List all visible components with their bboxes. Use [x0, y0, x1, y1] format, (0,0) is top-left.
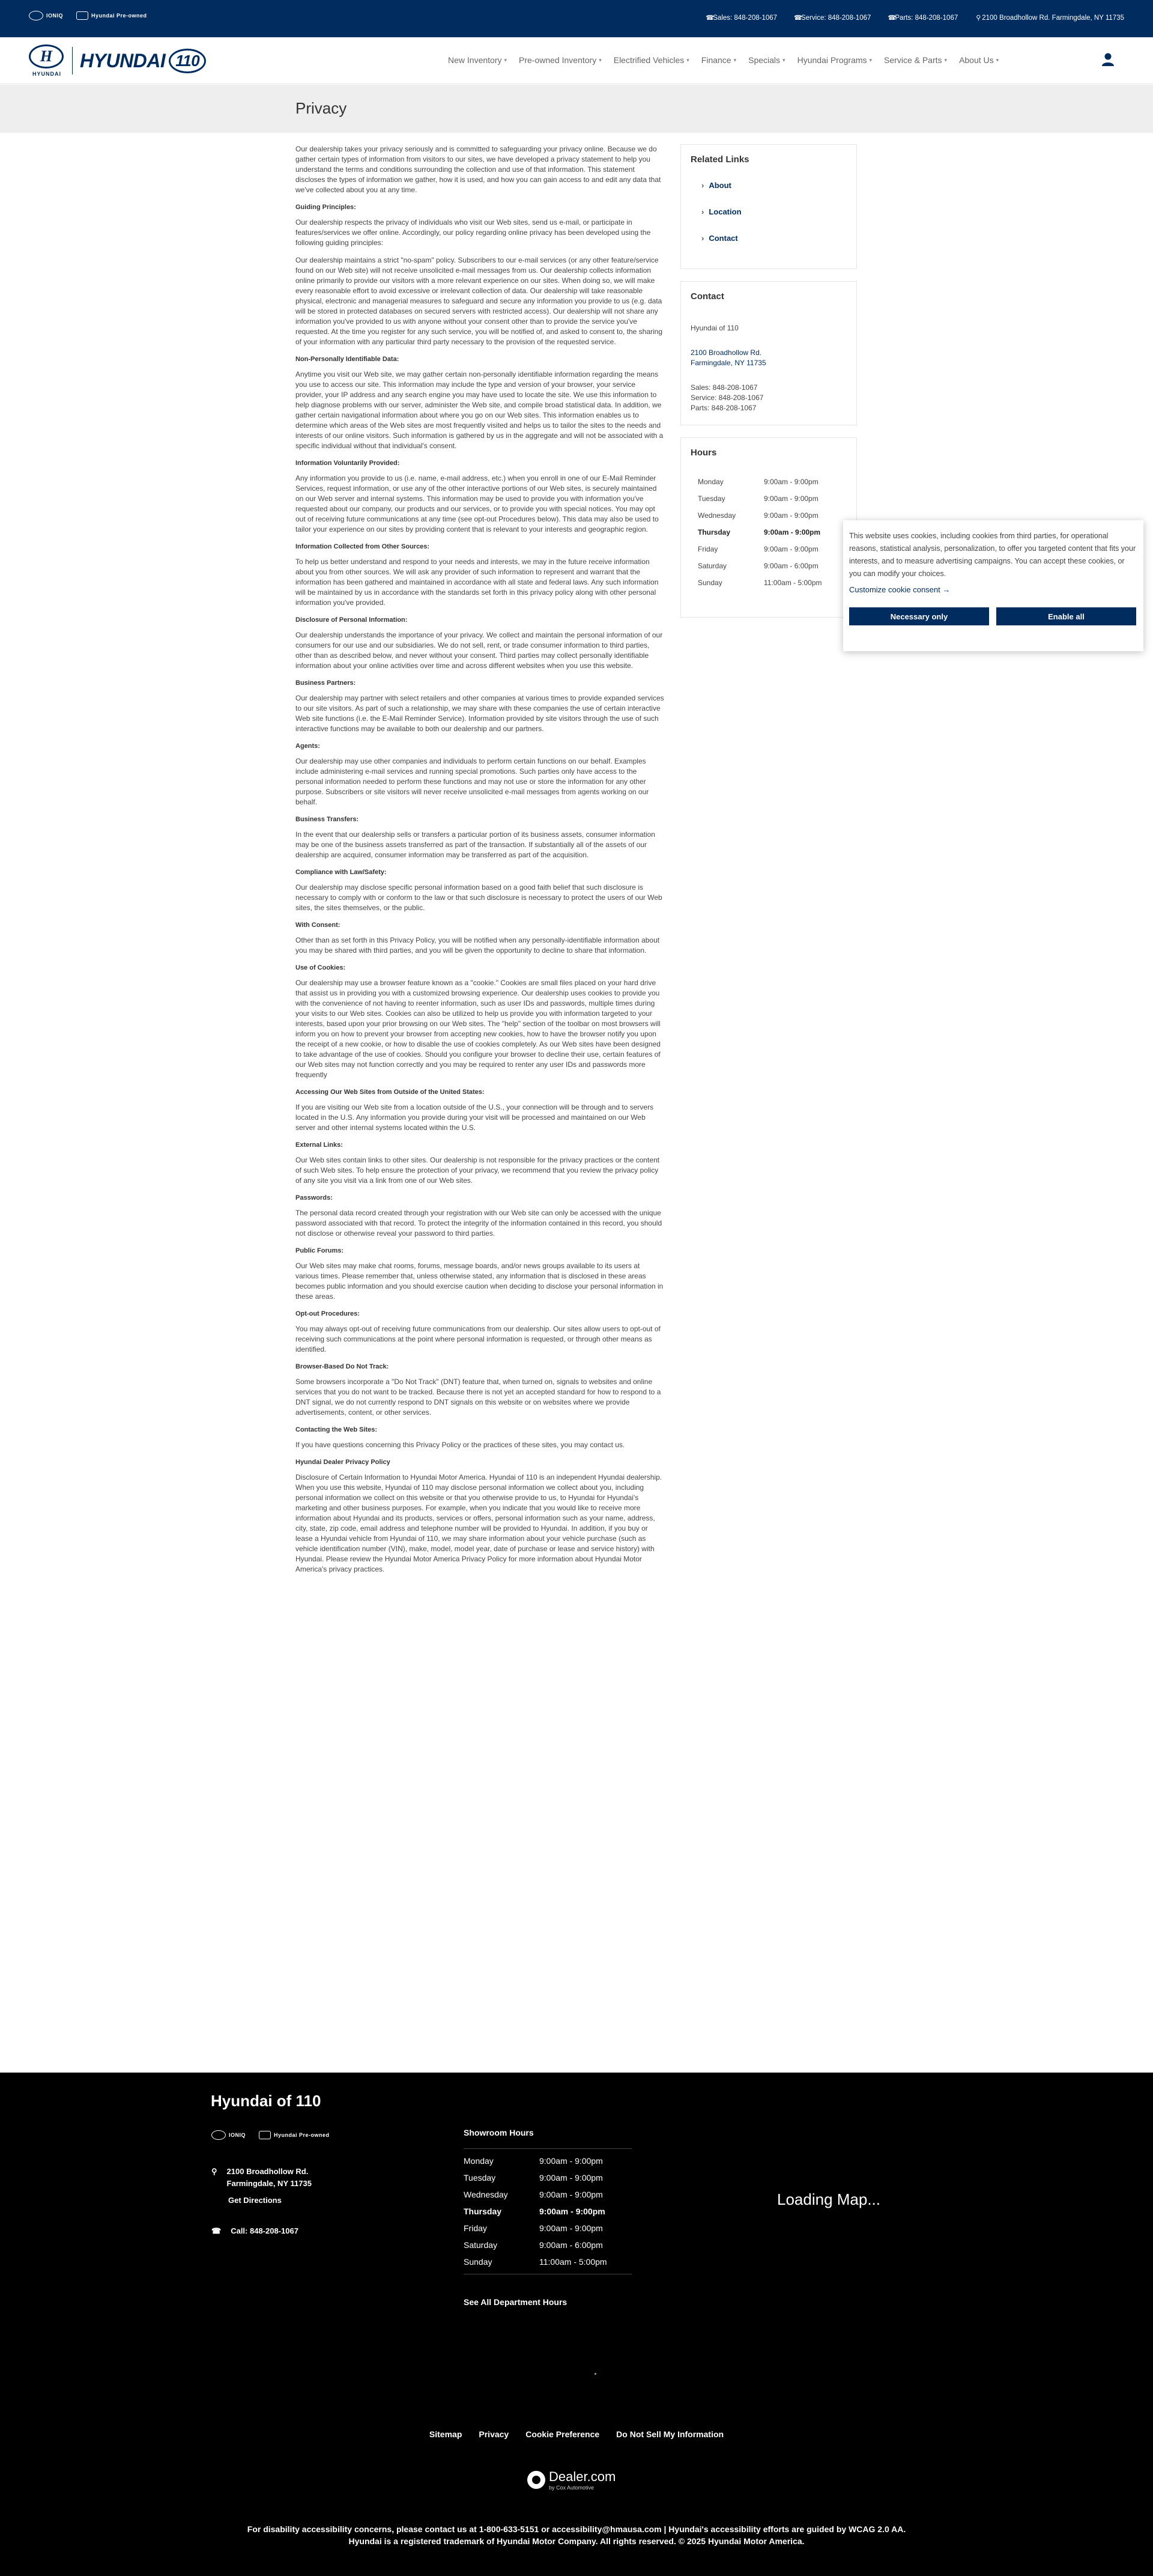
dealercom-logo[interactable]: Dealer.com by Cox Automotive	[527, 2469, 616, 2491]
top-parts-phone[interactable]: ☎Parts: 848-208-1067	[888, 14, 958, 22]
footer-link-cookie-preference[interactable]: Cookie Preference	[525, 2429, 600, 2439]
hours-row	[681, 524, 856, 541]
trademark-notice: Hyundai is a registered trademark of Hyundai Motor Company. All rights reserved. © 2025 Hyundai Motor America.	[348, 2536, 805, 2546]
customize-cookie-link[interactable]: Customize cookie consent →	[849, 585, 951, 594]
hours-row	[464, 2220, 632, 2237]
paragraph: Our dealership understands the importance of your privacy. We collect and maintain the personal information of our consumers for our use and our subsidiaries. We do not sell, rent, or trade consumer information to third parties, other than as described below, and never without your consent. Third parties may collect personally identifiable information about your online activities over time and across different websites when you use this website.	[295, 631, 663, 670]
hyundai-wordmark: HYUNDAI	[32, 71, 61, 77]
hours-day: Monday	[464, 2156, 494, 2166]
cookie-consent-banner	[843, 520, 1143, 651]
preowned-icon	[259, 2131, 271, 2139]
hours-day: Saturday	[464, 2240, 498, 2250]
section-heading: Browser-Based Do Not Track:	[295, 1363, 389, 1370]
hours-day: Tuesday	[698, 494, 725, 503]
hours-time: 9:00am - 9:00pm	[539, 2190, 603, 2199]
hours-row	[464, 2237, 632, 2253]
top-sales-phone[interactable]: ☎Sales: 848-208-1067	[706, 14, 778, 22]
nav-finance[interactable]: Finance ▾	[701, 55, 737, 65]
top-brand-logos	[29, 11, 147, 20]
nav-service-parts[interactable]: Service & Parts ▾	[884, 55, 948, 65]
site-footer	[0, 2073, 1153, 2576]
section-heading: External Links:	[295, 1141, 343, 1149]
footer-dealer-title: Hyundai of 110	[211, 2092, 321, 2110]
hours-time: 11:00am - 5:00pm	[764, 579, 822, 587]
phone-icon: ☎	[211, 2226, 222, 2235]
see-all-hours-link[interactable]: See All Department Hours	[464, 2297, 567, 2307]
paragraph: In the event that our dealership sells or transfers a particular portion of its business assets, consumer information may be one of the business assets transferred as part of the transaction. If substantially all of the assets of our dealership are acquired, consumer information may be transferred as part of the acquisition.	[295, 830, 655, 859]
hours-time: 9:00am - 9:00pm	[764, 478, 819, 486]
hours-row	[681, 507, 856, 524]
hours-day: Friday	[698, 545, 718, 553]
section-heading: Agents:	[295, 743, 320, 750]
hours-time: 9:00am - 9:00pm	[539, 2223, 603, 2233]
hours-row	[681, 490, 856, 507]
paragraph: To help us better understand and respond to your needs and interests, we may in the future receive information about you from other sources. We will ask any provider of such information to represent and warrant that the information has been gathered and maintained in accordance with all state and federal laws. Any such information will be maintained by us in accordance with the standards set forth in this privacy policy along with other personal information you've provided.	[295, 557, 659, 607]
page-title-bar	[0, 85, 1153, 133]
contact-dealer-name: Hyundai of 110	[691, 324, 739, 332]
section-heading: Guiding Principles:	[295, 204, 356, 211]
dealercom-icon	[527, 2471, 545, 2489]
hours-row	[681, 557, 856, 574]
section-heading: Passwords:	[295, 1194, 333, 1201]
hours-time: 9:00am - 9:00pm	[764, 494, 819, 503]
section-heading: Opt-out Procedures:	[295, 1310, 360, 1317]
paragraph: Our dealership takes your privacy seriously and is committed to safeguarding your privacy online. Because we do gather certain types of information from visitors to our sites, we have developed a privacy statement to help you understand the terms and conditions surrounding the collection and use of that information. This statement discloses the types of information we gather, how it is used, and how you can gain access to and edit any data that we've collected about you at any time.	[295, 145, 661, 194]
get-directions-link[interactable]: Get Directions	[228, 2196, 282, 2205]
hours-time: 11:00am - 5:00pm	[539, 2257, 607, 2267]
contact-service[interactable]: Service: 848-208-1067	[691, 393, 764, 402]
paragraph: Our dealership respects the privacy of individuals who visit our Web sites, send us e-mail, or participate in features/services we offer online. Accordingly, our policy regarding online privacy has been developed using the following guiding principles:	[295, 218, 651, 247]
footer-brand-logos	[211, 2130, 330, 2140]
accessibility-notice: For disability accessibility concerns, please contact us at 1-800-633-5151 or accessibility@hmausa.com | Hyundai's accessibility efforts are guided by WCAG 2.0 AA.	[247, 2524, 906, 2534]
hours-time: 9:00am - 9:00pm	[764, 528, 821, 536]
hours-day: Thursday	[464, 2207, 502, 2216]
footer-link-do-not-sell[interactable]: Do Not Sell My Information	[616, 2429, 724, 2439]
hours-row	[464, 2186, 632, 2203]
footer-ioniq-logo[interactable]: IONIQ	[211, 2130, 246, 2140]
top-address[interactable]: ⚲ 2100 Broadhollow Rd. Farmingdale, NY 11735	[976, 14, 1124, 22]
paragraph: Disclosure of Certain Information to Hyundai Motor America. Hyundai of 110 is an independent Hyundai dealership. When you use this website, Hyundai of 110 may disclose personal information we collect about you, including personal information we collect on this website or that you otherwise provide to us, to Hyundai for Hyundai's marketing and other business purposes. For example, when you indicate that you would like to receive more information about Hyundai and its products, services or offers, personal information such as your name, address, city, state, zip code, email address and telephone number will be provided to Hyundai. In addition, if you buy or lease a Hyundai vehicle from Hyundai of 110, we may share information about your vehicle purchase (such as vehicle identification number (VIN), make, model, model year, date of purchase or lease and service history) with Hyundai. Please review the Hyundai Motor America Privacy Policy for more information about Hyundai Motor America's privacy practices.	[295, 1473, 662, 1573]
paragraph: Our dealership may use other companies and individuals to perform certain functions on our behalf. Examples include administering e-mail services and running special promotions. Such parties only have access to the personal information needed to perform these functions and may not use or store the information for any other purpose. Subscribers or site visitors will never receive unsolicited e-mail messages from agents working on our behalf.	[295, 757, 649, 806]
hours-day: Saturday	[698, 562, 727, 570]
hyundai-h-icon: H	[29, 44, 64, 68]
decorative-dot	[595, 2373, 596, 2375]
section-heading: Contacting the Web Sites:	[295, 1426, 378, 1433]
paragraph: If you are visiting our Web site from a location outside of the U.S., your connection will be through and to servers located in the U.S. Any information you provide during your visit will be processed and maintained on our Web server and other internal systems located within the U.S.	[295, 1103, 654, 1132]
logo-divider	[72, 47, 73, 74]
footer-call-link[interactable]: ☎ Call: 848-208-1067	[211, 2226, 298, 2235]
related-links-card	[680, 144, 857, 269]
section-heading: Compliance with Law/Safety:	[295, 869, 387, 876]
nav-new-inventory[interactable]: New Inventory ▾	[448, 55, 507, 65]
cookie-text: This website uses cookies, including cookies from third parties, for operational reasons, statistical analysis, personalization, to offer you targeted content that fits your interests, and to measure advertising campaigns. You can accept these cookies, or you can modify your choices.	[849, 532, 1136, 578]
related-link-location[interactable]: › Location	[701, 207, 742, 216]
paragraph: If you have questions concerning this Privacy Policy or the practices of these sites, you may contact us.	[295, 1441, 625, 1449]
ioniq-logo[interactable]: IONIQ	[29, 11, 63, 20]
paragraph: Any information you provide to us (i.e. name, e-mail address, etc.) when you enroll in one of our E-Mail Reminder Services, request information, or use any of the other interactive portions of our Web sites, is securely maintained on our Web server and internal systems. This information may be used to provide you with information you've requested about our company, our products and our services, or to provide you with special notices. You may opt out of receiving future communications at any time (see opt-out Procedures below). This data may also be used to tailor your experience on our sites by providing content that is relevant to your interests and geographic region.	[295, 474, 659, 533]
related-link-about[interactable]: › About	[701, 180, 731, 190]
nav-preowned-inventory[interactable]: Pre-owned Inventory ▾	[519, 55, 602, 65]
user-account-icon[interactable]	[1099, 50, 1117, 68]
hours-day: Wednesday	[698, 511, 736, 520]
hours-row	[464, 2169, 632, 2186]
paragraph: Some browsers incorporate a "Do Not Track" (DNT) feature that, when turned on, signals to websites and online services that you do not want to be tracked. Because there is not yet an accepted standard for how to respond to a DNT signal, we do not currently respond to DNT signals on this website or on websites where we provide advertisements, content, or other services.	[295, 1378, 661, 1417]
map-pin-icon: ⚲	[211, 2167, 217, 2176]
showroom-hours-title: Showroom Hours	[464, 2128, 534, 2137]
main-nav	[448, 55, 999, 65]
hours-row	[681, 541, 856, 557]
paragraph: Our dealership may partner with select retailers and other companies at various times to provide expanded services to our site visitors. As part of such a relationship, we may share with these companies the use of certain interactive Web site functions (i.e. the E-Mail Reminder Service). Information provided by site visitors through the use of such interactive functions may be available to both our dealership and our partners.	[295, 694, 664, 733]
top-bar	[0, 0, 1153, 37]
hours-time: 9:00am - 9:00pm	[539, 2173, 603, 2183]
site-logo[interactable]	[29, 44, 206, 77]
section-heading: Business Transfers:	[295, 816, 359, 823]
nav-hyundai-programs[interactable]: Hyundai Programs ▾	[797, 55, 873, 65]
hours-day: Thursday	[698, 528, 731, 536]
section-heading: Information Collected from Other Sources:	[295, 543, 430, 550]
footer-address: ⚲ 2100 Broadhollow Rd. Farmingdale, NY 11735 Get Directions	[211, 2166, 312, 2207]
hours-day: Friday	[464, 2223, 487, 2233]
hours-day: Sunday	[698, 579, 722, 587]
hours-card	[680, 437, 857, 618]
necessary-only-button[interactable]: Necessary only	[849, 607, 989, 625]
paragraph: Other than as set forth in this Privacy Policy, you will be notified when any personally-identifiable information about you may be shared with third parties, and you will be given the opportunity to decline to share that information.	[295, 936, 660, 955]
footer-link-sitemap[interactable]: Sitemap	[429, 2429, 462, 2439]
chevron-right-icon: ›	[701, 180, 704, 190]
nav-about-us[interactable]: About Us ▾	[959, 55, 999, 65]
nav-electrified[interactable]: Electrified Vehicles ▾	[613, 55, 689, 65]
hours-day: Sunday	[464, 2257, 492, 2267]
chevron-down-icon: ▾	[599, 56, 602, 63]
hours-time: 9:00am - 9:00pm	[539, 2207, 605, 2216]
section-heading: Information Voluntarily Provided:	[295, 460, 400, 467]
footer-legal	[0, 2523, 1153, 2547]
chevron-down-icon: ▾	[869, 56, 873, 63]
paragraph: Our dealership may disclose specific personal information based on a good faith belief that such disclosure is necessary to comply with or conform to the law or that such disclosure is necessary to protect the users of our Web sites, the sites themselves, or the public.	[295, 883, 662, 912]
ioniq-icon	[29, 11, 43, 20]
paragraph: Our Web sites may make chat rooms, forums, message boards, and/or news groups available to its users at various times. Please remember that, unless otherwise stated, any information that is disclosed in these areas becomes public information and you should exercise caution when deciding to disclose your personal information in these areas.	[295, 1262, 664, 1301]
section-heading: Use of Cookies:	[295, 964, 346, 971]
section-heading: Business Partners:	[295, 679, 356, 687]
site-header	[0, 37, 1153, 84]
page-title: Privacy	[295, 99, 347, 117]
paragraph: Our dealership may use a browser feature known as a "cookie." Cookies are small files placed on your hard drive that assist us in providing you with a customized browsing experience. Our dealership uses cookies to provide you with the convenience of not having to reenter information, such as user IDs and passwords, multiple times during your visits to our Web sites. Cookies can also be utilized to help us provide you with information targeted to your interests, based upon your prior browsing on our Web sites. The "help" section of the toolbar on most browsers will inform you on how to prevent your browser from accepting new cookies, how to have the browser notify you upon the receipt of a new cookie, or how to disable the use of cookies completely. As our Web sites have been designed to take advantage of the use of cookies. Should you configure your browser to decline their use, certain features of our Web sites may not function correctly and you may be required to renter any user IDs and passwords more frequently	[295, 979, 661, 1079]
privacy-content	[295, 144, 664, 1582]
ioniq-icon	[211, 2130, 226, 2140]
chevron-right-icon: ›	[701, 207, 704, 216]
footer-preowned-logo[interactable]: Hyundai Pre-owned	[259, 2130, 330, 2140]
paragraph: You may always opt-out of receiving future communications from our dealership. Our sites allow users to opt-out of receiving such communications at the point where personal information is requested, or through other means as identified.	[295, 1325, 661, 1353]
phone-icon: ☎	[706, 14, 714, 22]
top-service-phone[interactable]: ☎Service: 848-208-1067	[794, 14, 871, 22]
hours-day: Tuesday	[464, 2173, 496, 2183]
contact-address-link[interactable]: 2100 Broadhollow Rd. Farmingdale, NY 11735	[691, 348, 766, 367]
paragraph: The personal data record created through your registration with our Web site can only be accessed with the unique password associated with that record. To protect the integrity of the information contained in this record, you should not disclose or otherwise reveal your password to third parties.	[295, 1209, 662, 1238]
hours-time: 9:00am - 9:00pm	[764, 545, 819, 553]
chevron-down-icon: ▾	[996, 56, 999, 63]
preowned-icon	[76, 11, 88, 20]
hours-time: 9:00am - 6:00pm	[539, 2240, 603, 2250]
hours-day: Monday	[698, 478, 724, 486]
phone-icon: ☎	[888, 14, 897, 22]
footer-showroom-hours	[464, 2128, 632, 2278]
hours-title: Hours	[691, 448, 717, 458]
footer-link-privacy[interactable]: Privacy	[479, 2429, 509, 2439]
section-heading: Accessing Our Web Sites from Outside of the United States:	[295, 1089, 485, 1096]
hours-row	[464, 2253, 632, 2270]
enable-all-button[interactable]: Enable all	[996, 607, 1136, 625]
chevron-down-icon: ▾	[686, 56, 689, 63]
chevron-right-icon: ›	[701, 233, 704, 243]
contact-card	[680, 281, 857, 425]
divider	[464, 2148, 632, 2149]
dealer-logo: HYUNDAI 110	[80, 49, 206, 73]
map-loading-text: Loading Map...	[777, 2190, 881, 2208]
hours-row	[464, 2203, 632, 2220]
top-contacts	[706, 14, 1124, 22]
nav-specials[interactable]: Specials ▾	[748, 55, 785, 65]
hours-row	[464, 2152, 632, 2169]
hours-list	[681, 473, 856, 591]
section-heading: Non-Personally Identifiable Data:	[295, 356, 399, 363]
hyundai-logo	[29, 44, 65, 77]
hours-row	[681, 574, 856, 591]
related-link-contact[interactable]: › Contact	[701, 233, 738, 243]
contact-sales[interactable]: Sales: 848-208-1067	[691, 383, 758, 392]
section-heading: With Consent:	[295, 922, 340, 929]
hours-row	[681, 473, 856, 490]
section-heading: Hyundai Dealer Privacy Policy	[295, 1459, 390, 1466]
section-heading: Disclosure of Personal Information:	[295, 616, 408, 624]
paragraph: Anytime you visit our Web site, we may gather certain non-personally identifiable information regarding the means you use to access our site. This information may include the type and version of your browser, your service provider, your IP address and any search engine you may have used to locate the site. We use this information to help diagnose problems with our server, administer the Web site, and compile broad statistical data. In addition, we gather certain navigational information about where you go on our Web sites. This information enables us to determine which areas of the Web sites are most frequently visited and helps us to tailor the sites to the needs and interests of our online visitors. Such information is gathered by us in the aggregate and will not be associated with a specific individual without that individual's consent.	[295, 370, 664, 450]
chevron-down-icon: ▾	[733, 56, 737, 63]
chevron-down-icon: ▾	[504, 56, 507, 63]
paragraph: Our dealership maintains a strict "no-spam" policy. Subscribers to our e-mail services (or any other feature/service found on our Web site) will not receive unsolicited e-mail messages from us. Our dealership collects information online primarily to provide our visitors with a more relevant experience on our sites. When doing so, we will make every reasonable effort to avoid excessive or irrelevant collection of data. Our dealership will take reasonable physical, electronic and managerial measures to safeguard and secure any information you provide to us (e.g. data will be stored in protected databases on secured servers with restricted access). Our dealership will not share any information you've provided to us with anyone without your consent other than to provide the service you've requested. At the time you register for any such service, you will be notified of, and asked to consent to, the sharing of your information with any particular third party necessary to the provision of the requested service.	[295, 256, 663, 346]
chevron-down-icon: ▾	[944, 56, 948, 63]
section-heading: Public Forums:	[295, 1247, 344, 1254]
hours-day: Wednesday	[464, 2190, 508, 2199]
related-links-title: Related Links	[691, 154, 749, 165]
contact-title: Contact	[691, 291, 724, 302]
hours-time: 9:00am - 6:00pm	[764, 562, 819, 570]
footer-links	[0, 2429, 1153, 2439]
map-pin-icon: ⚲	[976, 14, 981, 22]
contact-parts[interactable]: Parts: 848-208-1067	[691, 404, 757, 412]
preowned-logo[interactable]: Hyundai Pre-owned	[76, 11, 147, 20]
hours-time: 9:00am - 9:00pm	[539, 2156, 603, 2166]
chevron-down-icon: ▾	[782, 56, 785, 63]
hours-time: 9:00am - 9:00pm	[764, 511, 819, 520]
paragraph: Our Web sites contain links to other sites. Our dealership is not responsible for the privacy practices or the content of such Web sites. To help ensure the protection of your privacy, we recommend that you review the privacy policy of any site you visit via a link from one of our Web sites.	[295, 1156, 660, 1185]
footer-hours-list	[464, 2152, 632, 2270]
phone-icon: ☎	[794, 14, 802, 22]
